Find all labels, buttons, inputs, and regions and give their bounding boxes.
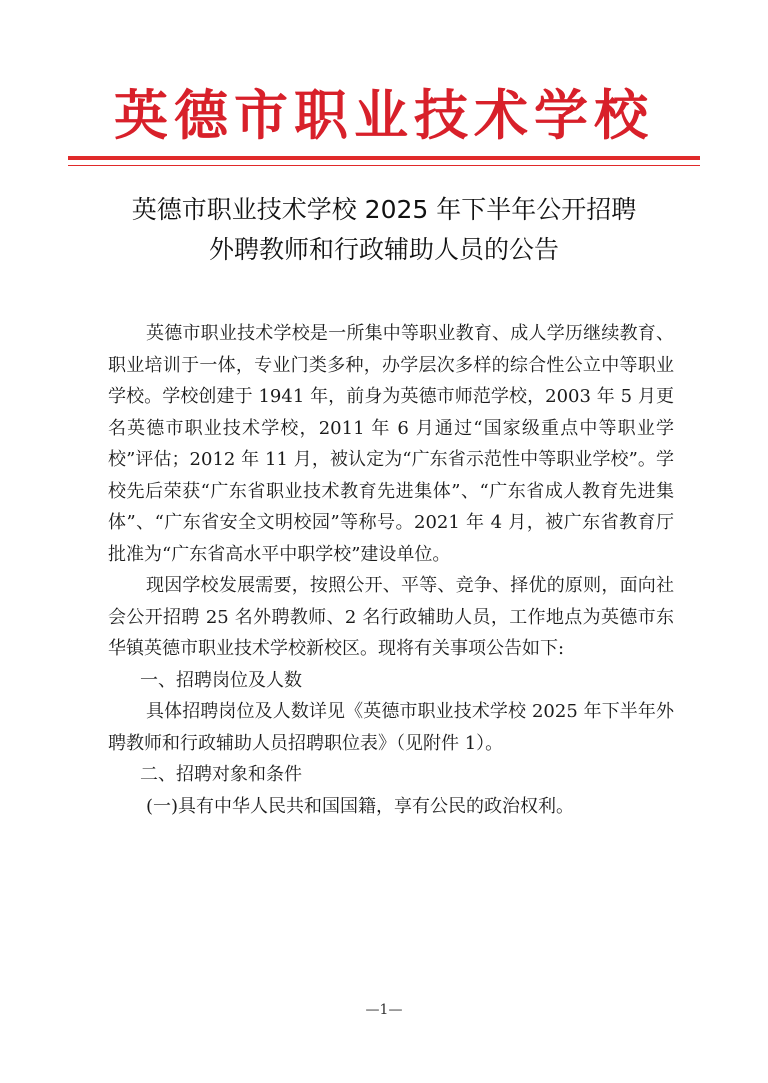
announcement-body xyxy=(108,318,674,822)
purpose-paragraph: 现因学校发展需要，按照公开、平等、竞争、择优的原则，面向社会公开招聘 25 名外聘教师、2 名行政辅助人员，工作地点为英德市东华镇英德市职业技术学校新校区。现将有关事项公告如下: xyxy=(108,575,674,659)
section-1-heading: 一、招聘岗位及人数 xyxy=(140,669,302,691)
announcement-title xyxy=(80,190,688,270)
title-line-1: 英德市职业技术学校 2025 年下半年公开招聘 xyxy=(131,195,637,224)
title-line-2: 外聘教师和行政辅助人员的公告 xyxy=(208,235,559,264)
masthead-school-name: 英德市职业技术学校 xyxy=(114,83,654,147)
section-2-item-1: (一)具有中华人民共和国国籍，享有公民的政治权利。 xyxy=(146,795,575,817)
masthead-red-rule-thin xyxy=(68,165,700,166)
section-2-heading: 二、招聘对象和条件 xyxy=(140,764,302,785)
masthead-red-rule-thick xyxy=(68,156,700,160)
section-1-body: 具体招聘岗位及人数详见《英德市职业技术学校 2025 年下半年外聘教师和行政辅助人员招聘职位表》（见附件 1）。 xyxy=(108,701,674,754)
page-number: —1— xyxy=(365,1002,403,1018)
intro-paragraph: 英德市职业技术学校是一所集中等职业教育、成人学历继续教育、职业培训于一体，专业门类多种，办学层次多样的综合性公立中等职业学校。学校创建于 1941 年，前身为英德市师范学校，2003 年 5 月更名英德市职业技术学校，2011 年 6 月通过“国家级重点中等职业学校”评估；2012 年 11 月，被认定为“广东省示范性中等职业学校”。学校先后荣获“广东省职业技术教育先进集体”、“广东省成人教育先进集体”、“广东省安全文明校园”等称号。2021 年 4 月，被广东省教育厅批准为“广东省高水平中职学校”建设单位。 xyxy=(108,323,674,565)
